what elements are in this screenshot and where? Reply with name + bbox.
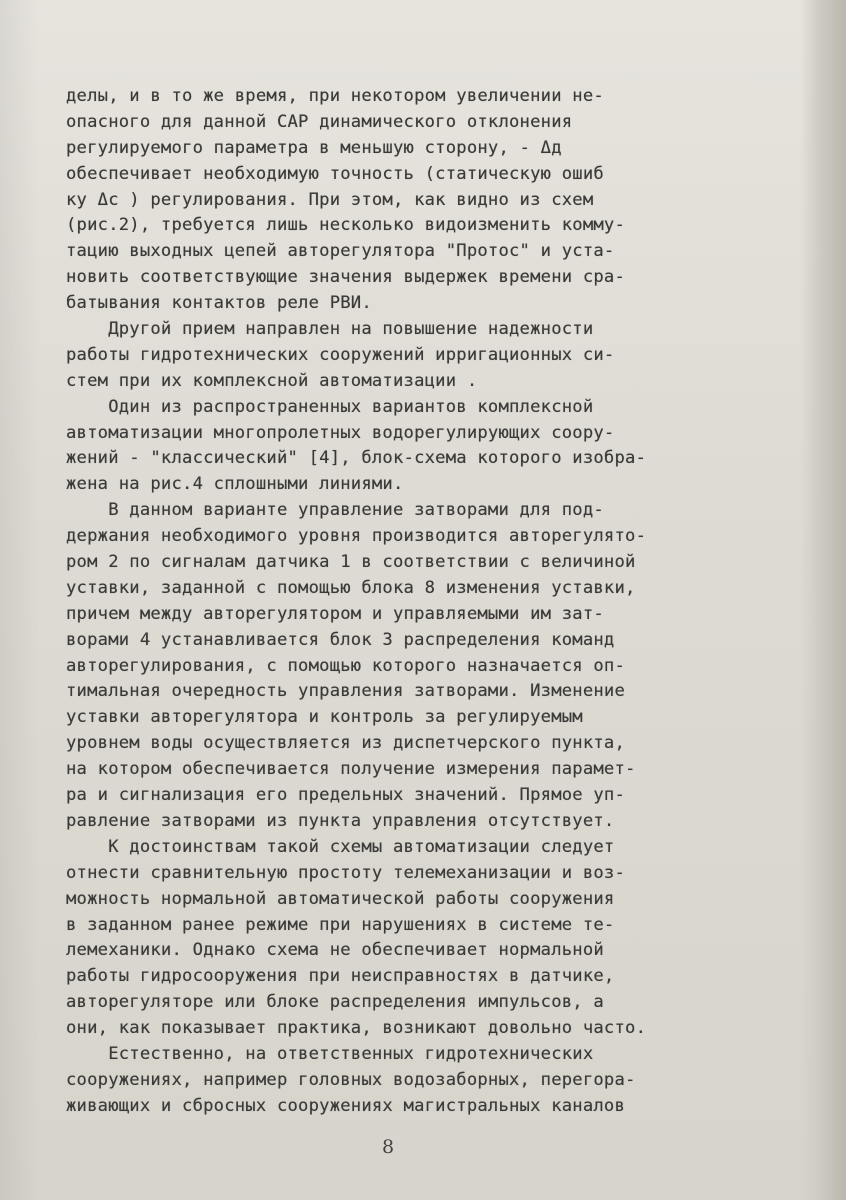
text-line: на котором обеспечивается получение измерения парамет-	[66, 759, 636, 780]
text-line: ворами 4 устанавливается блок 3 распределения команд	[66, 629, 615, 650]
text-line: В данном варианте управление затворами для под-	[66, 500, 604, 521]
text-line: работы гидросооружения при неисправностях в датчике,	[66, 966, 615, 987]
text-line: авторегулирования, с помощью которого назначается оп-	[66, 655, 626, 676]
text-line: равление затворами из пункта управления отсутствует.	[66, 810, 615, 831]
text-line: батывания контактов реле РВИ.	[66, 293, 372, 314]
text-line: жена на рис.4 сплошными линиями.	[66, 474, 404, 495]
text-line: Естественно, на ответственных гидротехнических	[66, 1043, 594, 1064]
text-line: сооружениях, например головных водозаборных, перегора-	[66, 1069, 636, 1090]
text-line: можность нормальной автоматической работы сооружения	[66, 888, 615, 909]
text-line: авторегуляторе или блоке распределения импульсов, а	[66, 992, 604, 1013]
text-line: Другой прием направлен на повышение надежности	[66, 319, 594, 340]
page-number: 8	[381, 1136, 395, 1158]
text-line: обеспечивает необходимую точность (статическую ошиб	[66, 163, 604, 184]
text-line: делы, и в то же время, при некотором увеличении не-	[66, 86, 604, 106]
text-line: причем между авторегулятором и управляемыми им зат-	[66, 603, 604, 624]
text-line: ку Δс ) регулирования. При этом, как видно из схем	[66, 189, 594, 210]
text-line: в заданном ранее режиме при нарушениях в системе те-	[66, 914, 615, 935]
text-line: уставки, заданной с помощью блока 8 изменения уставки,	[66, 577, 636, 598]
text-line: держания необходимого уровня производится авторегулято-	[66, 526, 647, 547]
text-line: тимальная очередность управления затворами. Изменение	[66, 681, 626, 702]
text-line: ром 2 по сигналам датчика 1 в соответствии с величиной	[66, 552, 636, 573]
text-line: жений - "классический" [4], блок-схема которого изобра-	[66, 448, 647, 469]
text-line: новить соответствующие значения выдержек времени сра-	[66, 267, 626, 288]
text-line: автоматизации многопролетных водорегулирующих соору-	[66, 422, 615, 443]
text-line: опасного для данной САР динамического отклонения	[66, 111, 573, 132]
text-line: уставки авторегулятора и контроль за регулируемым	[66, 707, 583, 728]
text-line: они, как показывает практика, возникают довольно часто.	[66, 1018, 647, 1039]
text-line: работы гидротехнических сооружений ирригационных си-	[66, 344, 615, 365]
text-line: уровнем воды осуществляется из диспетчерского пункта,	[66, 733, 626, 754]
text-line: К достоинствам такой схемы автоматизации следует	[66, 836, 615, 857]
body-text	[66, 84, 776, 1120]
text-line: регулируемого параметра в меньшую сторону, - Δд	[66, 137, 562, 158]
text-line: стем при их комплексной автоматизации .	[66, 370, 478, 391]
text-line: ра и сигнализация его предельных значений. Прямое уп-	[66, 785, 626, 806]
text-line: отнести сравнительную простоту телемеханизации и воз-	[66, 862, 626, 883]
text-line: Один из распространенных вариантов комплексной	[66, 396, 594, 417]
text-line: (рис.2), требуется лишь несколько видоизменить комму-	[66, 215, 626, 236]
text-line: лемеханики. Однако схема не обеспечивает нормальной	[66, 940, 604, 961]
text-line: тацию выходных цепей авторегулятора "Протос" и уста-	[66, 241, 615, 262]
text-line: живающих и сбросных сооружениях магистральных каналов	[66, 1095, 626, 1116]
